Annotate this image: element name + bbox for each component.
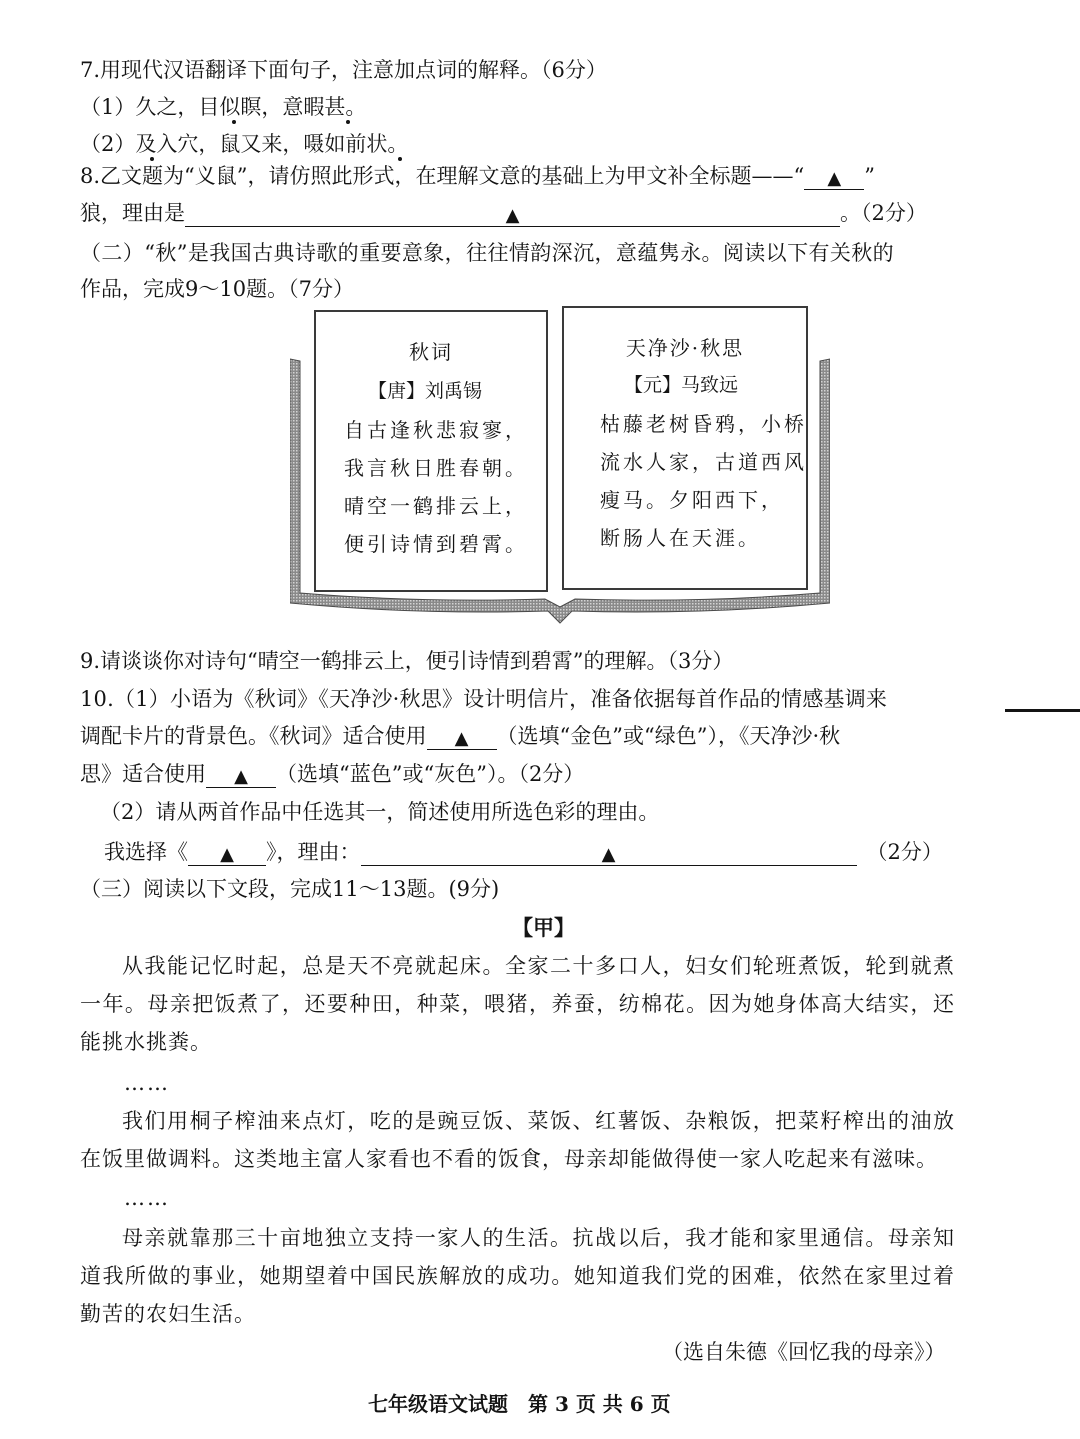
q8-line-2 — [80, 199, 927, 227]
q10-line-3 — [80, 760, 584, 788]
poem-line: 瘦马。夕阳西下， — [600, 488, 784, 512]
q10-score: （2分） — [866, 840, 943, 864]
q10-color-blank-1[interactable] — [427, 723, 497, 750]
q8-line-1-close-quote: ” — [864, 164, 875, 188]
answer-marker-triangle: ▲ — [454, 728, 469, 749]
margin-mark — [1005, 709, 1080, 712]
q8-line-2-text: 狼，理由是 — [80, 201, 185, 225]
poem-line: 我言秋日胜春朝。 — [344, 456, 528, 480]
q7-sentence-2-text: （2）及入穴，鼠又来，嗫如前状。 — [80, 132, 409, 156]
q10-reason-blank[interactable] — [361, 839, 857, 866]
ellipsis: …… — [124, 1071, 170, 1095]
poem-line: 枯藤老树昏鸦，小桥 — [600, 412, 807, 436]
answer-marker-triangle: ▲ — [220, 844, 234, 865]
emphasis-dot — [150, 157, 154, 161]
answer-marker-triangle: ▲ — [234, 766, 248, 787]
poem-author: 【元】马致远 — [624, 374, 739, 396]
q7-stem: 7.用现代汉语翻译下面句子，注意加点词的解释。（6分） — [80, 58, 607, 82]
q8-score: 。（2分） — [840, 201, 927, 225]
q10-part-2-stem: （2）请从两首作品中任选其一，简述使用所选色彩的理由。 — [100, 800, 660, 824]
passage-source: （选自朱德《回忆我的母亲》） — [662, 1340, 946, 1364]
poem-line: 自古逢秋悲寂寥， — [344, 418, 528, 442]
page-footer: 七年级语文试题 第 3 页 共 6 页 — [368, 1392, 671, 1416]
open-book-illustration — [290, 303, 830, 625]
q10-color-blank-2[interactable] — [206, 761, 276, 788]
ellipsis: …… — [124, 1186, 170, 1210]
emphasis-dot — [232, 120, 236, 124]
q10-line-2 — [80, 722, 840, 750]
q8-title-blank[interactable] — [804, 163, 864, 190]
q7-sentence-1-text: （1）久之，目似瞑，意暇甚。 — [80, 95, 367, 119]
section-3-intro: （三）阅读以下文段，完成11～13题。(9分) — [80, 877, 500, 901]
poem-line: 断肠人在天涯。 — [600, 526, 761, 550]
section-2-intro-line-1: （二）“秋”是我国古典诗歌的重要意象，往往情韵深沉，意蕴隽永。阅读以下有关秋的 — [80, 241, 895, 265]
poem-line: 便引诗情到碧霄。 — [344, 532, 528, 556]
q7-sentence-2 — [80, 130, 408, 158]
passage-paragraph-2: 我们用桐子榨油来点灯，吃的是豌豆饭、菜饭、红薯饭、杂粮饭，把菜籽榨出的油放在饭里做调料。这类地主富人家看也不看的饭食，母亲却能做得使一家人吃起来有滋味。 — [80, 1109, 955, 1171]
q10-line-2-hint: （选填“金色”或“绿色”），《天净沙·秋 — [496, 724, 841, 748]
q10-choice-blank[interactable] — [188, 839, 266, 866]
q10-line-3-hint: （选填“蓝色”或“灰色”）。（2分） — [276, 762, 585, 786]
answer-marker-triangle: ▲ — [505, 205, 520, 226]
emphasis-dot — [346, 120, 350, 124]
q10-line-1: 10.（1）小语为《秋词》《天净沙·秋思》设计明信片，准备依据每首作品的情感基调来 — [80, 687, 888, 711]
poem-title: 天净沙·秋思 — [625, 336, 745, 360]
q10-choice-label: 我选择《 — [104, 840, 188, 864]
q8-line-1 — [80, 162, 875, 190]
q9-stem: 9.请谈谈你对诗句“晴空一鹤排云上，便引诗情到碧霄”的理解。（3分） — [80, 649, 734, 673]
q10-line-2-text: 调配卡片的背景色。《秋词》适合使用 — [80, 724, 427, 748]
passage-paragraph-3: 母亲就靠那三十亩地独立支持一家人的生活。抗战以后，我才能和家里通信。母亲知道我所做的事业，她期望着中国民族解放的成功。她知道我们党的困难，依然在家里过着勤苦的农妇生活。 — [80, 1226, 955, 1326]
q8-reason-blank[interactable] — [185, 200, 840, 227]
poem-title: 秋词 — [409, 340, 453, 364]
poem-line: 晴空一鹤排云上， — [344, 494, 528, 518]
q8-line-1-text: 8.乙文题为“义鼠”，请仿照此形式，在理解文意的基础上为甲文补全标题——“ — [80, 164, 805, 188]
poem-card-qiuci — [314, 310, 548, 592]
passage-label-jia: 【甲】 — [512, 915, 575, 940]
section-2-intro-line-2: 作品，完成9～10题。（7分） — [80, 277, 354, 301]
q10-line-3-text: 思》适合使用 — [80, 762, 206, 786]
q10-reason-label: 》，理由： — [266, 840, 361, 864]
q7-sentence-1 — [80, 93, 366, 121]
answer-marker-triangle: ▲ — [601, 844, 616, 865]
poem-line: 流水人家，古道西风 — [600, 450, 807, 474]
poem-card-tianjingsha — [562, 306, 808, 590]
emphasis-dot — [398, 157, 402, 161]
q10-line-5 — [104, 838, 943, 866]
poem-author: 【唐】刘禹锡 — [368, 380, 483, 402]
passage-paragraph-1: 从我能记忆时起，总是天不亮就起床。全家二十多口人，妇女们轮班煮饭，轮到就煮一年。母亲把饭煮了，还要种田，种菜，喂猪，养蚕，纺棉花。因为她身体高大结实，还能挑水挑粪。 — [80, 954, 955, 1054]
answer-marker-triangle: ▲ — [827, 168, 842, 189]
